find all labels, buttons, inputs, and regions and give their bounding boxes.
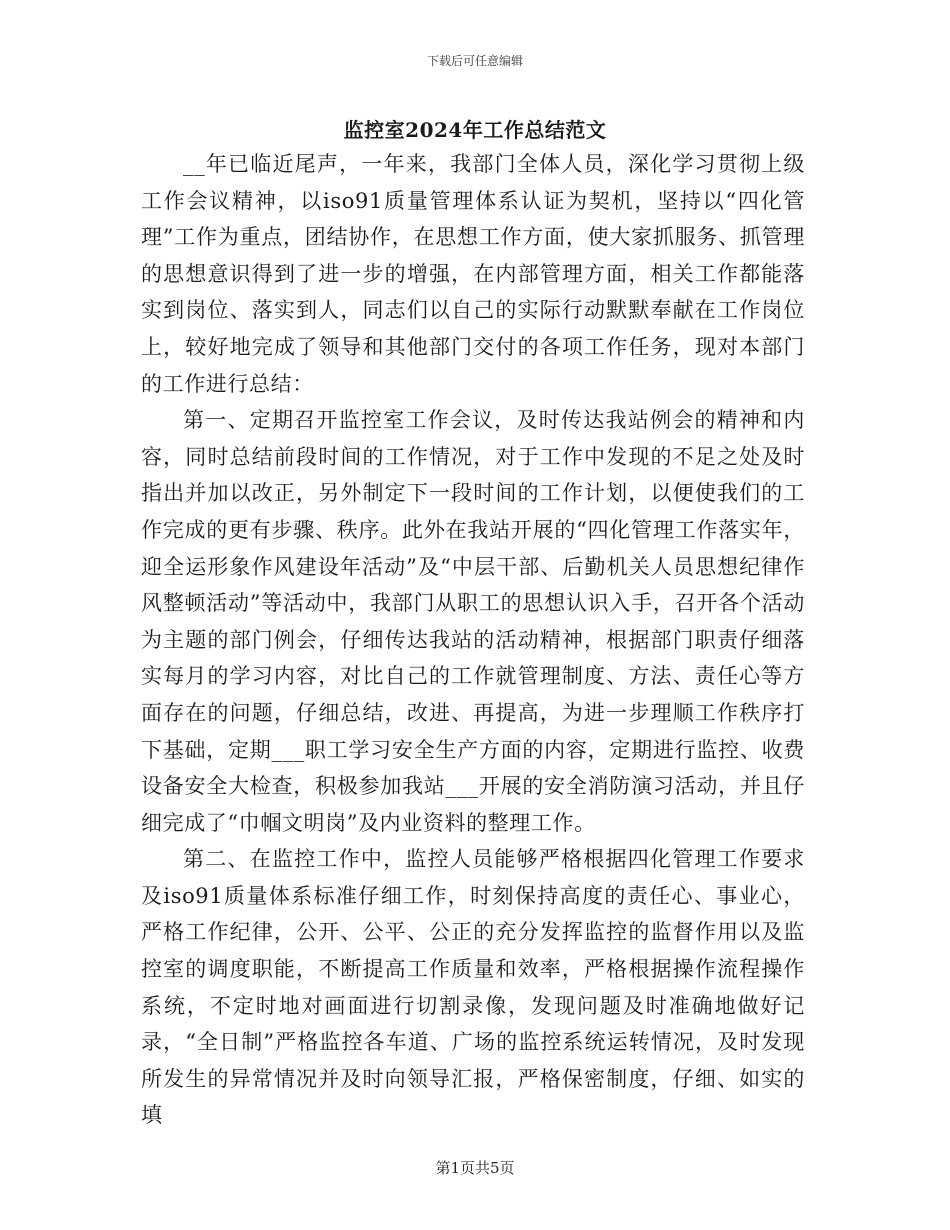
page-number: 第1页共5页: [435, 1159, 515, 1177]
paragraph-first: 第一、定期召开监控室工作会议，及时传达我站例会的精神和内容，同时总结前段时间的工作情况，对于工作中发现的不足之处及时指出并加以改正，另外制定下一段时间的工作计划，以便使我们的工作完成的更有步骤、秩序。此外在我站开展的“四化管理工作落实年，迎全运形象作风建设年活动”及“中层干部、后勤机关人员思想纪律作风整顿活动”等活动中，我部门从职工的思想认识入手，召开各个活动为主题的部门例会，仔细传达我站的活动精神，根据部门职责仔细落实每月的学习内容，对比自己的工作就管理制度、方法、责任心等方面存在的问题，仔细总结，改进、再提高，为进一步理顺工作秩序打下基础，定期___职工学习安全生产方面的内容，定期进行监控、收费设备安全大检查，积极参加我站___开展的安全消防演习活动，并且仔细完成了“巾帼文明岗”及内业资料的整理工作。: [141, 408, 805, 835]
paragraph-second: 第二、在监控工作中，监控人员能够严格根据四化管理工作要求及iso91质量体系标准仔细工作，时刻保持高度的责任心、事业心，严格工作纪律，公开、公平、公正的充分发挥监控的监督作用以及监控室的调度职能，不断提高工作质量和效率，严格根据操作流程操作系统，不定时地对画面进行切割录像，发现问题及时准确地做好记录，“全日制”严格监控各车道、广场的监控系统运转情况，及时发现所发生的异常情况并及时向领导汇报，严格保密制度，仔细、如实的填: [141, 847, 805, 1128]
download-note: 下载后可任意编辑: [426, 54, 523, 68]
document-title: 监控室2024年工作总结范文: [343, 118, 607, 142]
document-body: [141, 146, 805, 1134]
paragraph-intro: __年已临近尾声，一年来，我部门全体人员，深化学习贯彻上级工作会议精神，以iso91质量管理体系认证为契机，坚持以“四化管理”工作为重点，团结协作，在思想工作方面，使大家抓服务、抓管理的思想意识得到了进一步的增强，在内部管理方面，相关工作都能落实到岗位、落实到人，同志们以自己的实际行动默默奉献在工作岗位上，较好地完成了领导和其他部门交付的各项工作任务，现对本部门的工作进行总结：: [141, 152, 805, 396]
